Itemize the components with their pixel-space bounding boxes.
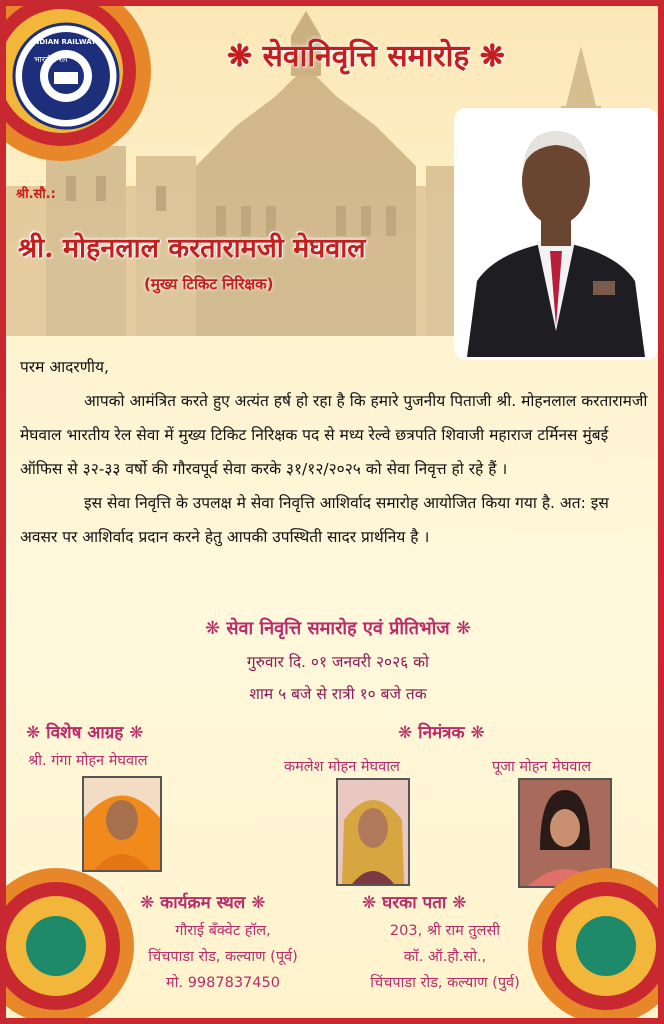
indian-railways-logo [12,22,120,130]
home-address-heading: ❋ घरका पता ❋ [362,893,467,913]
page-title: ❋ सेवानिवृत्ति समारोह ❋ [227,39,505,74]
venue-line: गौराई बँक्वेट हॉल, [175,923,271,939]
letter-paragraph-2: इस सेवा निवृत्ति के उपलक्ष मे सेवा निवृत्ति आशिर्वाद समारोह आयोजित किया गया है. अत: इस अवसर पर आशिर्वाद प्रदान करने हेतु आपकी उपस्थिती सादर प्रार्थनिय है । [20,494,609,546]
invitation-card [6,6,658,1018]
event-title: ❋ सेवा निवृत्ति समारोह एवं प्रीतिभोज ❋ [205,618,471,639]
host-name-2: पूजा मोहन मेघवाल [492,759,592,775]
honorific-prefix: श्री.सौ.: [16,187,56,202]
hosts-heading: ❋ निमंत्रक ❋ [398,723,485,743]
home-line: कॉ. ऑ.हौ.सो., [403,949,487,965]
home-address [332,918,558,996]
host-photo-1 [336,778,410,886]
venue-heading: ❋ कार्यक्रम स्थल ❋ [140,893,266,913]
event-date: गुरुवार दि. ०१ जनवरी २०२६ को [246,653,430,671]
venue-phone: मो. 9987837450 [166,975,280,991]
honoree-name: श्री. मोहनलाल करतारामजी मेघवाल [18,233,366,264]
venue-line: चिंचपाडा रोड, कल्याण (पूर्व) [148,949,298,965]
invitation-letter [20,350,650,554]
letter-paragraph-1: आपको आमंत्रित करते हुए अत्यंत हर्ष हो रहा है कि हमारे पुजनीय पिताजी श्री. मोहनलाल करतारामजी मेघवाल भारतीय रेल सेवा में मुख्य टिकिट निरिक्षक पद से मध्य रेल्वे छत्रपति शिवाजी महाराज टर्मिनस मुंबई ऑफिस से ३२-३३ वर्षो की गौरवपूर्व सेवा करके ३१/१२/२०२५ को सेवा निवृत्त हो रहे हैं । [20,392,648,478]
home-line: चिंचपाडा रोड, कल्याण (पुर्व) [370,975,520,991]
special-request-heading: ❋ विशेष आग्रह ❋ [26,723,144,743]
host-name-1: कमलेश मोहन मेघवाल [284,759,400,775]
venue-address [118,918,328,996]
special-guest-photo [82,776,162,872]
event-time: शाम ५ बजे से रात्री १० बजे तक [249,685,427,703]
salutation: परम आदरणीय, [20,358,109,376]
special-guest-name: श्री. गंगा मोहन मेघवाल [28,753,148,769]
mandala-ornament-bottom-left [6,866,136,1018]
logo-text-right: INDIAN RAILWAYS [30,38,102,46]
honoree-photo [454,108,658,360]
logo-text-left: भारतीय रेल [34,55,68,64]
home-line: 203, श्री राम तुलसी [389,923,501,939]
honoree-designation: (मुख्य टिकिट निरिक्षक) [144,275,274,293]
